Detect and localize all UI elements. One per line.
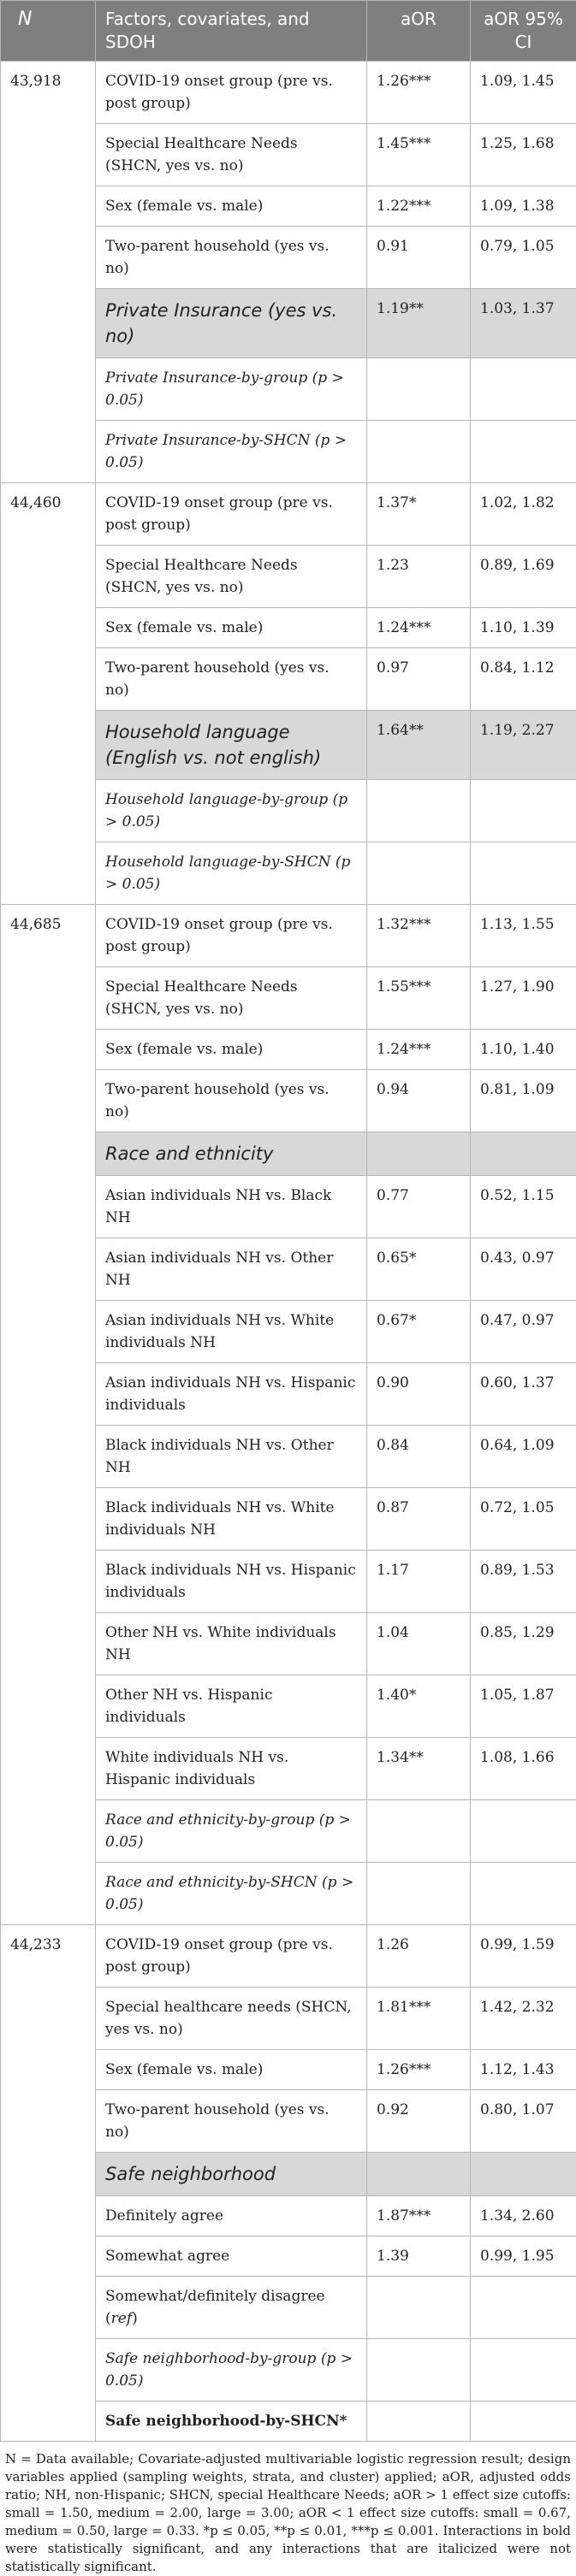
factor-label: Other NH vs. White individuals NH	[96, 1613, 367, 1675]
aor-value: 1.87***	[367, 2196, 471, 2236]
table-row	[1, 62, 576, 124]
ci-value: 0.99, 1.59	[471, 1925, 576, 1988]
factor-label: COVID-19 onset group (pre vs. post group)	[96, 62, 367, 124]
category-label: Household language (English vs. not english)	[96, 711, 367, 780]
aor-value: 0.65*	[367, 1238, 471, 1301]
aor-value: 1.17	[367, 1551, 471, 1613]
ci-value: 0.52, 1.15	[471, 1176, 576, 1238]
ci-value: 1.27, 1.90	[471, 967, 576, 1030]
ci-value: 1.03, 1.37	[471, 289, 576, 358]
factor-label: Somewhat/definitely disagree (ref)	[96, 2277, 367, 2339]
ci-value: 0.79, 1.05	[471, 227, 576, 289]
ci-value: 1.42, 2.32	[471, 1988, 576, 2050]
factor-label: COVID-19 onset group (pre vs. post group)	[96, 483, 367, 546]
ci-value: 0.72, 1.05	[471, 1488, 576, 1551]
ci-value: 1.12, 1.43	[471, 2050, 576, 2090]
category-label: Private Insurance (yes vs. no)	[96, 289, 367, 358]
factor-label: Two-parent household (yes vs. no)	[96, 1070, 367, 1132]
ci-value: 0.89, 1.69	[471, 546, 576, 608]
ci-value	[471, 842, 576, 905]
ci-value: 1.19, 2.27	[471, 711, 576, 780]
ci-value: 0.60, 1.37	[471, 1363, 576, 1426]
factor-label-text: Somewhat/definitely disagree	[105, 2288, 325, 2305]
ci-value: 1.09, 1.45	[471, 62, 576, 124]
aor-value: 1.64**	[367, 711, 471, 780]
ci-value	[471, 358, 576, 421]
aor-value: 1.26	[367, 1925, 471, 1988]
aor-value: 1.26***	[367, 2050, 471, 2090]
table-row	[1, 483, 576, 546]
aor-value: 1.32***	[367, 905, 471, 967]
factor-label: COVID-19 onset group (pre vs. post group)	[96, 1925, 367, 1988]
ci-value	[471, 1800, 576, 1863]
table-row	[1, 1925, 576, 1988]
factor-label: Sex (female vs. male)	[96, 186, 367, 227]
factor-label: White individuals NH vs. Hispanic individuals	[96, 1738, 367, 1800]
factor-label: Asian individuals NH vs. Other NH	[96, 1238, 367, 1301]
factor-label: Special healthcare needs (SHCN, yes vs. no)	[96, 1988, 367, 2050]
aor-value	[367, 2153, 471, 2196]
ci-value	[471, 2153, 576, 2196]
aor-value: 1.24***	[367, 1030, 471, 1070]
category-label: Race and ethnicity	[96, 1132, 367, 1176]
group-n-value: 44,233	[1, 1925, 96, 2442]
ci-value: 1.34, 2.60	[471, 2196, 576, 2236]
factor-label: Somewhat agree	[96, 2236, 367, 2277]
interaction-label: Race and ethnicity-by-group (p > 0.05)	[96, 1800, 367, 1863]
aor-value: 0.94	[367, 1070, 471, 1132]
factor-label: Sex (female vs. male)	[96, 2050, 367, 2090]
ci-value: 1.10, 1.39	[471, 608, 576, 648]
ci-value	[471, 2402, 576, 2442]
aor-value: 0.92	[367, 2090, 471, 2153]
factor-label: Asian individuals NH vs. White individuals NH	[96, 1301, 367, 1363]
ci-value: 0.64, 1.09	[471, 1426, 576, 1488]
aor-value: 1.24***	[367, 608, 471, 648]
interaction-label: Safe neighborhood-by-group (p > 0.05)	[96, 2339, 367, 2402]
header-n: N	[1, 1, 96, 62]
aor-value	[367, 358, 471, 421]
aor-value: 1.45***	[367, 124, 471, 186]
factor-label: COVID-19 onset group (pre vs. post group)	[96, 905, 367, 967]
interaction-label: Safe neighborhood-by-SHCN*	[96, 2402, 367, 2442]
factor-label: Asian individuals NH vs. Black NH	[96, 1176, 367, 1238]
ci-value: 0.43, 0.97	[471, 1238, 576, 1301]
ci-value	[471, 1132, 576, 1176]
factor-label: Special Healthcare Needs (SHCN, yes vs. no)	[96, 967, 367, 1030]
header-aor: aOR	[367, 1, 471, 62]
factor-label: Other NH vs. Hispanic individuals	[96, 1675, 367, 1738]
aor-value	[367, 1863, 471, 1925]
ci-value: 0.81, 1.09	[471, 1070, 576, 1132]
aor-value: 1.34**	[367, 1738, 471, 1800]
aor-value: 1.37*	[367, 483, 471, 546]
aor-value: 0.77	[367, 1176, 471, 1238]
factor-label: Black individuals NH vs. Other NH	[96, 1426, 367, 1488]
aor-value	[367, 1800, 471, 1863]
factor-label: Definitely agree	[96, 2196, 367, 2236]
ci-value: 1.10, 1.40	[471, 1030, 576, 1070]
ci-value: 0.80, 1.07	[471, 2090, 576, 2153]
aor-value: 0.90	[367, 1363, 471, 1426]
header-factors: Factors, covariates, and SDOH	[96, 1, 367, 62]
factor-label: Black individuals NH vs. Hispanic individuals	[96, 1551, 367, 1613]
header-ci: aOR 95% CI	[471, 1, 576, 62]
aor-value	[367, 2402, 471, 2442]
table-row	[1, 905, 576, 967]
interaction-label: Race and ethnicity-by-SHCN (p > 0.05)	[96, 1863, 367, 1925]
interaction-label: Household language-by-group (p > 0.05)	[96, 780, 367, 842]
aor-value	[367, 842, 471, 905]
interaction-label: Private Insurance-by-SHCN (p > 0.05)	[96, 421, 367, 483]
ci-value	[471, 2339, 576, 2402]
table-footnote: N = Data available; Covariate-adjusted multivariable logistic regression result; design variables applied (sampling weights, strata, and cluster) applied; aOR, adjusted odds ratio; NH, non-Hispanic; SHCN, special Healthcare Needs; aOR > 1 effect size cutoffs: small = 1.50, medium = 2.00, large = 3.00; aOR < 1 effect size cutoffs: small = 0.67, medium = 0.50, large = 0.33. *p ≤ 0.05, **p ≤ 0.01, ***p ≤ 0.001. Interactions in bold were statistically significant, and any interactions that are italicized were not statistically significant.	[0, 2442, 576, 2576]
ref-marker: ref	[111, 2310, 132, 2327]
interaction-label: Private Insurance-by-group (p > 0.05)	[96, 358, 367, 421]
aor-value: 1.23	[367, 546, 471, 608]
factor-label: Special Healthcare Needs (SHCN, yes vs. no)	[96, 546, 367, 608]
aor-value: 0.84	[367, 1426, 471, 1488]
group-n-value: 44,460	[1, 483, 96, 905]
ci-value: 0.89, 1.53	[471, 1551, 576, 1613]
aor-value: 0.91	[367, 227, 471, 289]
factor-label: Two-parent household (yes vs. no)	[96, 227, 367, 289]
ci-value	[471, 1863, 576, 1925]
ci-value: 0.84, 1.12	[471, 648, 576, 711]
aor-value: 1.19**	[367, 289, 471, 358]
ci-value: 1.02, 1.82	[471, 483, 576, 546]
aor-value	[367, 780, 471, 842]
ci-value: 1.09, 1.38	[471, 186, 576, 227]
aor-value: 0.67*	[367, 1301, 471, 1363]
category-label: Safe neighborhood	[96, 2153, 367, 2196]
factor-label: Two-parent household (yes vs. no)	[96, 2090, 367, 2153]
factor-label: Two-parent household (yes vs. no)	[96, 648, 367, 711]
group-n-value: 44,685	[1, 905, 96, 1925]
factor-label: Black individuals NH vs. White individuals NH	[96, 1488, 367, 1551]
aor-value: 1.55***	[367, 967, 471, 1030]
ci-value: 0.99, 1.95	[471, 2236, 576, 2277]
aor-value: 1.26***	[367, 62, 471, 124]
aor-value	[367, 1132, 471, 1176]
ci-value	[471, 2277, 576, 2339]
interaction-label: Household language-by-SHCN (p > 0.05)	[96, 842, 367, 905]
factor-label: Sex (female vs. male)	[96, 608, 367, 648]
factor-label: Special Healthcare Needs (SHCN, yes vs. no)	[96, 124, 367, 186]
ci-value: 1.05, 1.87	[471, 1675, 576, 1738]
ci-value: 1.13, 1.55	[471, 905, 576, 967]
factor-label: Asian individuals NH vs. Hispanic individuals	[96, 1363, 367, 1426]
aor-value: 1.81***	[367, 1988, 471, 2050]
ci-value: 1.25, 1.68	[471, 124, 576, 186]
aor-value	[367, 2277, 471, 2339]
ci-value: 0.47, 0.97	[471, 1301, 576, 1363]
ci-value	[471, 780, 576, 842]
table-header	[1, 1, 576, 62]
aor-value: 1.39	[367, 2236, 471, 2277]
aor-value: 1.22***	[367, 186, 471, 227]
group-n-value: 43,918	[1, 62, 96, 483]
factor-label: Sex (female vs. male)	[96, 1030, 367, 1070]
aor-value: 0.97	[367, 648, 471, 711]
aor-value: 1.04	[367, 1613, 471, 1675]
aor-value	[367, 2339, 471, 2402]
ci-value: 1.08, 1.66	[471, 1738, 576, 1800]
ci-value: 0.85, 1.29	[471, 1613, 576, 1675]
aor-value	[367, 421, 471, 483]
aor-value: 1.40*	[367, 1675, 471, 1738]
ci-value	[471, 421, 576, 483]
table-body	[1, 62, 576, 2442]
aor-value: 0.87	[367, 1488, 471, 1551]
